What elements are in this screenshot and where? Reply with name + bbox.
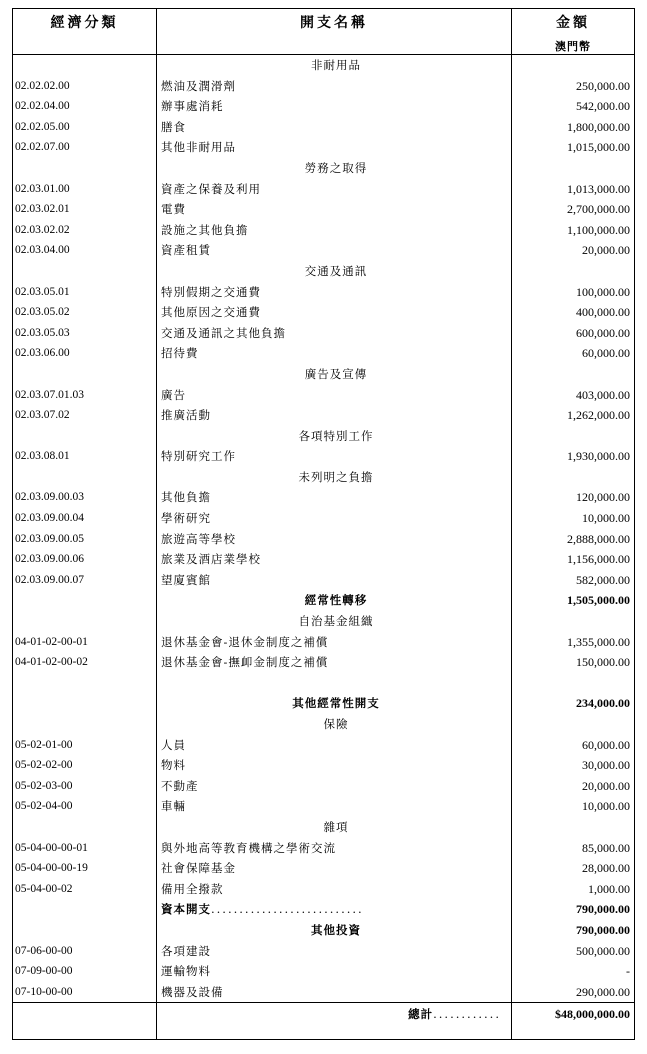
description-cell: 非耐用品	[157, 55, 512, 76]
description-cell: 資產之保養及利用	[157, 179, 512, 200]
code-cell	[13, 899, 157, 920]
description-cell	[157, 899, 512, 920]
amount-cell: 1,505,000.00	[512, 590, 635, 611]
header-category: 經濟分類	[13, 9, 157, 55]
table-row	[13, 549, 635, 570]
section-header-row	[13, 55, 635, 76]
budget-table	[12, 8, 635, 1040]
code-cell: 05-04-00-00-01	[13, 838, 157, 859]
amount-cell	[512, 426, 635, 447]
capital-label: 資本開支	[161, 902, 211, 917]
subtotal-row	[13, 920, 635, 941]
table-header-row	[13, 9, 635, 55]
description-cell: 設施之其他負擔	[157, 220, 512, 241]
table-row	[13, 570, 635, 591]
description-cell: 燃油及潤滑劑	[157, 76, 512, 97]
amount-cell: 400,000.00	[512, 302, 635, 323]
amount-cell	[512, 261, 635, 282]
section-header-row	[13, 467, 635, 488]
section-header-row	[13, 364, 635, 385]
amount-cell	[512, 714, 635, 735]
code-cell: 05-04-00-00-19	[13, 858, 157, 879]
code-cell: 02.03.05.02	[13, 302, 157, 323]
code-cell: 02.03.09.00.06	[13, 549, 157, 570]
amount-cell	[512, 817, 635, 838]
code-cell	[13, 673, 157, 694]
code-cell: 02.03.08.01	[13, 446, 157, 467]
amount-cell: 234,000.00	[512, 693, 635, 714]
description-cell: 機器及設備	[157, 982, 512, 1003]
table-row	[13, 941, 635, 962]
table-row	[13, 529, 635, 550]
amount-cell	[512, 55, 635, 76]
header-currency: 澳門幣	[555, 40, 591, 53]
amount-cell: 542,000.00	[512, 96, 635, 117]
amount-cell	[512, 364, 635, 385]
section-header-row	[13, 611, 635, 632]
code-cell: 05-02-04-00	[13, 796, 157, 817]
amount-cell: 582,000.00	[512, 570, 635, 591]
amount-cell: 1,000.00	[512, 879, 635, 900]
description-cell: 廣告及宣傳	[157, 364, 512, 385]
code-cell	[13, 693, 157, 714]
table-row	[13, 179, 635, 200]
amount-cell: 20,000.00	[512, 240, 635, 261]
description-cell: 其他負擔	[157, 487, 512, 508]
amount-cell: 1,800,000.00	[512, 117, 635, 138]
amount-cell: 500,000.00	[512, 941, 635, 962]
section-header-row	[13, 426, 635, 447]
total-label-cell	[157, 1003, 512, 1040]
total-row	[13, 1003, 635, 1040]
section-header-row	[13, 817, 635, 838]
amount-cell: 1,156,000.00	[512, 549, 635, 570]
blank-row	[13, 673, 635, 694]
table-row	[13, 117, 635, 138]
description-cell: 車輛	[157, 796, 512, 817]
section-header-row	[13, 714, 635, 735]
code-cell: 02.03.09.00.04	[13, 508, 157, 529]
table-row	[13, 405, 635, 426]
amount-cell: 85,000.00	[512, 838, 635, 859]
table-row	[13, 487, 635, 508]
description-cell: 雜項	[157, 817, 512, 838]
amount-cell: 790,000.00	[512, 920, 635, 941]
table-row	[13, 796, 635, 817]
code-cell	[13, 426, 157, 447]
description-cell: 特別研究工作	[157, 446, 512, 467]
amount-cell	[512, 158, 635, 179]
description-cell: 退休基金會-撫卹金制度之補償	[157, 652, 512, 673]
code-cell	[13, 158, 157, 179]
amount-cell: 1,015,000.00	[512, 137, 635, 158]
code-cell: 02.03.07.01.03	[13, 385, 157, 406]
description-cell: 資產租賃	[157, 240, 512, 261]
code-cell: 02.03.05.01	[13, 282, 157, 303]
amount-cell: 1,930,000.00	[512, 446, 635, 467]
code-cell: 07-10-00-00	[13, 982, 157, 1003]
code-cell	[13, 611, 157, 632]
amount-cell: 60,000.00	[512, 735, 635, 756]
description-cell: 其他原因之交通費	[157, 302, 512, 323]
code-cell: 02.02.04.00	[13, 96, 157, 117]
total-code-cell	[13, 1003, 157, 1040]
code-cell	[13, 590, 157, 611]
code-cell: 02.02.05.00	[13, 117, 157, 138]
table-row	[13, 755, 635, 776]
header-amount: 金額 澳門幣	[512, 9, 635, 55]
code-cell: 02.02.02.00	[13, 76, 157, 97]
description-cell: 膳食	[157, 117, 512, 138]
amount-cell: 30,000.00	[512, 755, 635, 776]
amount-cell: 120,000.00	[512, 487, 635, 508]
code-cell: 05-02-03-00	[13, 776, 157, 797]
code-cell	[13, 261, 157, 282]
amount-cell: 600,000.00	[512, 323, 635, 344]
description-cell: 辦事處消耗	[157, 96, 512, 117]
description-cell: 各項特別工作	[157, 426, 512, 447]
amount-cell: 2,700,000.00	[512, 199, 635, 220]
code-cell: 04-01-02-00-02	[13, 652, 157, 673]
code-cell: 02.03.05.03	[13, 323, 157, 344]
description-cell: 保險	[157, 714, 512, 735]
table-row	[13, 385, 635, 406]
amount-cell: 150,000.00	[512, 652, 635, 673]
table-row	[13, 302, 635, 323]
code-cell: 02.03.09.00.05	[13, 529, 157, 550]
budget-table-sheet	[12, 8, 634, 1035]
code-cell: 04-01-02-00-01	[13, 632, 157, 653]
table-row	[13, 982, 635, 1003]
table-row	[13, 735, 635, 756]
description-cell: 社會保障基金	[157, 858, 512, 879]
code-cell: 02.03.02.01	[13, 199, 157, 220]
description-cell: 廣告	[157, 385, 512, 406]
amount-cell: 28,000.00	[512, 858, 635, 879]
table-row	[13, 508, 635, 529]
code-cell: 02.02.07.00	[13, 137, 157, 158]
amount-cell: 100,000.00	[512, 282, 635, 303]
code-cell	[13, 55, 157, 76]
amount-cell: 10,000.00	[512, 508, 635, 529]
amount-cell: 10,000.00	[512, 796, 635, 817]
table-row	[13, 240, 635, 261]
code-cell: 05-04-00-02	[13, 879, 157, 900]
description-cell: 特別假期之交通費	[157, 282, 512, 303]
description-cell: 學術研究	[157, 508, 512, 529]
header-description: 開支名稱	[157, 9, 512, 55]
total-amount: $48,000,000.00	[512, 1003, 635, 1040]
table-row	[13, 220, 635, 241]
amount-cell: 1,100,000.00	[512, 220, 635, 241]
description-cell: 旅業及酒店業學校	[157, 549, 512, 570]
description-cell: 與外地高等教育機構之學術交流	[157, 838, 512, 859]
description-cell: 自治基金組織	[157, 611, 512, 632]
table-row	[13, 776, 635, 797]
code-cell: 07-09-00-00	[13, 961, 157, 982]
description-cell: 運輸物料	[157, 961, 512, 982]
code-cell: 02.03.04.00	[13, 240, 157, 261]
description-cell: 招待費	[157, 343, 512, 364]
description-cell: 旅遊高等學校	[157, 529, 512, 550]
table-row	[13, 652, 635, 673]
table-row	[13, 446, 635, 467]
section-header-row	[13, 158, 635, 179]
description-cell: 物料	[157, 755, 512, 776]
code-cell: 05-02-02-00	[13, 755, 157, 776]
amount-cell	[512, 673, 635, 694]
table-row	[13, 858, 635, 879]
description-cell: 交通及通訊之其他負擔	[157, 323, 512, 344]
description-cell: 經常性轉移	[157, 590, 512, 611]
table-row	[13, 96, 635, 117]
amount-cell: 60,000.00	[512, 343, 635, 364]
description-cell: 不動產	[157, 776, 512, 797]
description-cell: 其他投資	[157, 920, 512, 941]
description-cell: 其他經常性開支	[157, 693, 512, 714]
table-row	[13, 323, 635, 344]
amount-cell: 1,355,000.00	[512, 632, 635, 653]
total-label: 總計	[408, 1007, 434, 1022]
code-cell: 02.03.09.00.07	[13, 570, 157, 591]
table-row	[13, 343, 635, 364]
code-cell	[13, 920, 157, 941]
amount-cell: -	[512, 961, 635, 982]
description-cell: 退休基金會-退休金制度之補償	[157, 632, 512, 653]
description-cell: 其他非耐用品	[157, 137, 512, 158]
amount-cell: 290,000.00	[512, 982, 635, 1003]
description-cell	[157, 673, 512, 694]
code-cell: 02.03.09.00.03	[13, 487, 157, 508]
table-row	[13, 199, 635, 220]
code-cell	[13, 467, 157, 488]
table-row	[13, 282, 635, 303]
code-cell	[13, 364, 157, 385]
table-row	[13, 76, 635, 97]
amount-cell	[512, 611, 635, 632]
table-row	[13, 838, 635, 859]
amount-cell: 790,000.00	[512, 899, 635, 920]
amount-cell: 20,000.00	[512, 776, 635, 797]
subtotal-row	[13, 590, 635, 611]
code-cell: 05-02-01-00	[13, 735, 157, 756]
capital-expense-row	[13, 899, 635, 920]
description-cell: 推廣活動	[157, 405, 512, 426]
table-row	[13, 961, 635, 982]
description-cell: 備用全撥款	[157, 879, 512, 900]
description-cell: 交通及通訊	[157, 261, 512, 282]
code-cell: 02.03.06.00	[13, 343, 157, 364]
description-cell: 電費	[157, 199, 512, 220]
code-cell: 02.03.07.02	[13, 405, 157, 426]
code-cell: 07-06-00-00	[13, 941, 157, 962]
section-header-row	[13, 261, 635, 282]
amount-cell: 1,013,000.00	[512, 179, 635, 200]
description-cell: 未列明之負擔	[157, 467, 512, 488]
description-cell: 各項建設	[157, 941, 512, 962]
leader-dots: ...........................	[211, 902, 364, 917]
description-cell: 望廈賓館	[157, 570, 512, 591]
subtotal-row	[13, 693, 635, 714]
table-body	[13, 55, 635, 1003]
amount-cell: 250,000.00	[512, 76, 635, 97]
code-cell: 02.03.01.00	[13, 179, 157, 200]
code-cell	[13, 817, 157, 838]
amount-cell: 2,888,000.00	[512, 529, 635, 550]
table-row	[13, 632, 635, 653]
table-row	[13, 137, 635, 158]
description-cell: 人員	[157, 735, 512, 756]
amount-cell: 1,262,000.00	[512, 405, 635, 426]
code-cell: 02.03.02.02	[13, 220, 157, 241]
amount-cell: 403,000.00	[512, 385, 635, 406]
amount-cell	[512, 467, 635, 488]
description-cell: 勞務之取得	[157, 158, 512, 179]
code-cell	[13, 714, 157, 735]
total-dots: ............	[433, 1007, 501, 1022]
table-row	[13, 879, 635, 900]
